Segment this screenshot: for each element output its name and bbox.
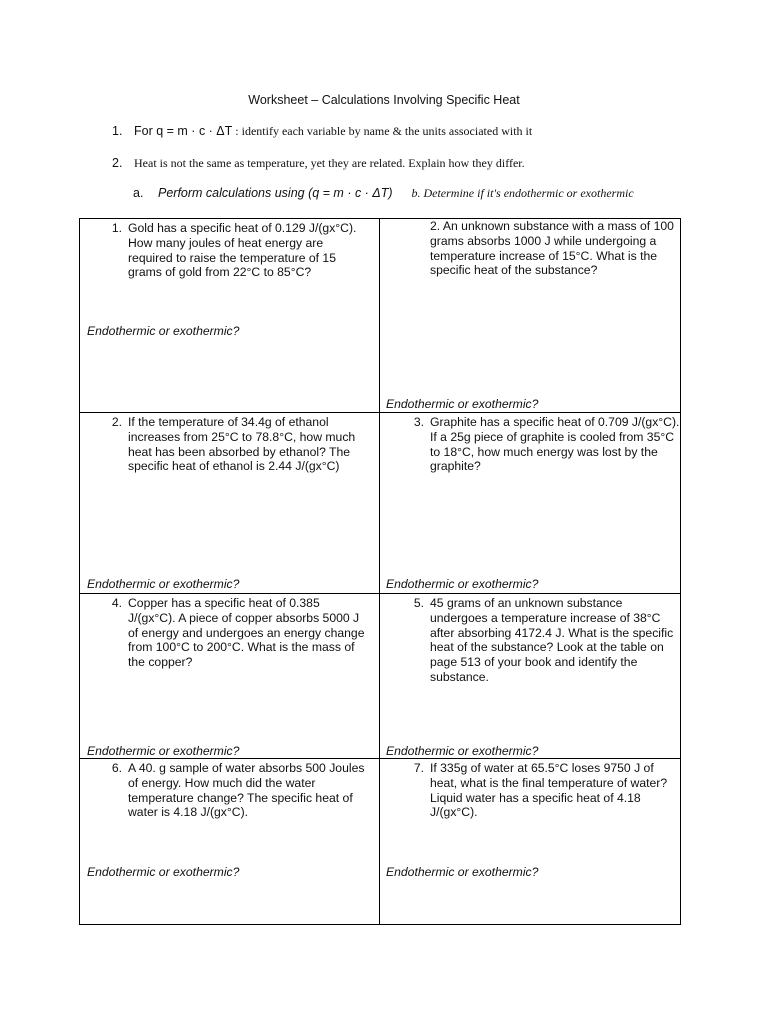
problem-6-text: A 40. g sample of water absorbs 500 Joules of energy. How much did the water temperature change? The specific heat of water is 4.18 J/(gx°C).: [128, 761, 365, 820]
worksheet-title: Worksheet – Calculations Involving Specific Heat: [248, 93, 520, 107]
question-2-number: 2.: [112, 156, 123, 170]
question-a: [133, 186, 634, 201]
problem-2-endo-label: Endothermic or exothermic?: [87, 577, 240, 591]
problem-6-endo-label: Endothermic or exothermic?: [87, 865, 240, 879]
problem-6-number: 6.: [111, 761, 122, 775]
row-divider-3: [80, 758, 680, 759]
question-1-text: : identify each variable by name & the units associated with it: [232, 124, 533, 138]
problem-2a-text: 2. An unknown substance with a mass of 100 grams absorbs 1000 J while undergoing a temperature increase of 15°C. What is the specific heat of the substance?: [430, 219, 674, 278]
question-b-text: b. Determine if it's endothermic or exothermic: [411, 186, 634, 200]
question-1-formula: For q = m · c · ΔT: [134, 124, 233, 138]
problem-1-endo-label: Endothermic or exothermic?: [87, 324, 240, 338]
question-2: [112, 156, 525, 171]
problem-2-number: 2.: [111, 415, 122, 429]
problem-4-number: 4.: [111, 596, 122, 610]
column-divider: [379, 219, 380, 924]
row-divider-1: [80, 412, 680, 413]
problem-7-endo-label: Endothermic or exothermic?: [386, 865, 539, 879]
problem-4-endo-label: Endothermic or exothermic?: [87, 744, 240, 758]
problem-2-text: If the temperature of 34.4g of ethanol increases from 25°C to 78.8°C, how much heat has been absorbed by ethanol? The specific heat of ethanol is 2.44 J/(gx°C): [128, 415, 356, 474]
problem-4-text: Copper has a specific heat of 0.385 J/(gx°C). A piece of copper absorbs 5000 J of energy and undergoes an energy change from 100°C to 200°C. What is the mass of the copper?: [128, 596, 365, 670]
question-a-text: Perform calculations using (q = m · c · ΔT): [158, 186, 393, 200]
problem-3-endo-label: Endothermic or exothermic?: [386, 577, 539, 591]
problem-5-endo-label: Endothermic or exothermic?: [386, 744, 539, 758]
question-1-number: 1.: [112, 124, 123, 138]
question-a-letter: a.: [133, 186, 144, 200]
problem-1-number: 1.: [111, 221, 122, 235]
problem-1-text: Gold has a specific heat of 0.129 J/(gx°C). How many joules of heat energy are required to raise the temperature of 15 grams of gold from 22°C to 85°C?: [128, 221, 357, 280]
question-1: [112, 124, 532, 139]
problem-7-text: If 335g of water at 65.5°C loses 9750 J of heat, what is the final temperature of water? Liquid water has a specific heat of 4.18 J/(gx°C).: [430, 761, 668, 820]
problem-7-number: 7.: [413, 761, 424, 775]
problem-3-text: Graphite has a specific heat of 0.709 J/(gx°C). If a 25g piece of graphite is cooled from 35°C to 18°C, how much energy was lost by the graphite?: [430, 415, 680, 474]
problem-2a-endo-label: Endothermic or exothermic?: [386, 397, 539, 411]
row-divider-2: [80, 593, 680, 594]
problem-5-number: 5.: [413, 596, 424, 610]
problem-5-text: 45 grams of an unknown substance undergoes a temperature increase of 38°C after absorbing 4172.4 J. What is the specific heat of the substance? Look at the table on page 513 of your book and identify the substance.: [430, 596, 674, 684]
problem-3-number: 3.: [413, 415, 424, 429]
problem-grid: [79, 218, 681, 925]
question-2-text: Heat is not the same as temperature, yet they are related. Explain how they differ.: [134, 156, 525, 170]
